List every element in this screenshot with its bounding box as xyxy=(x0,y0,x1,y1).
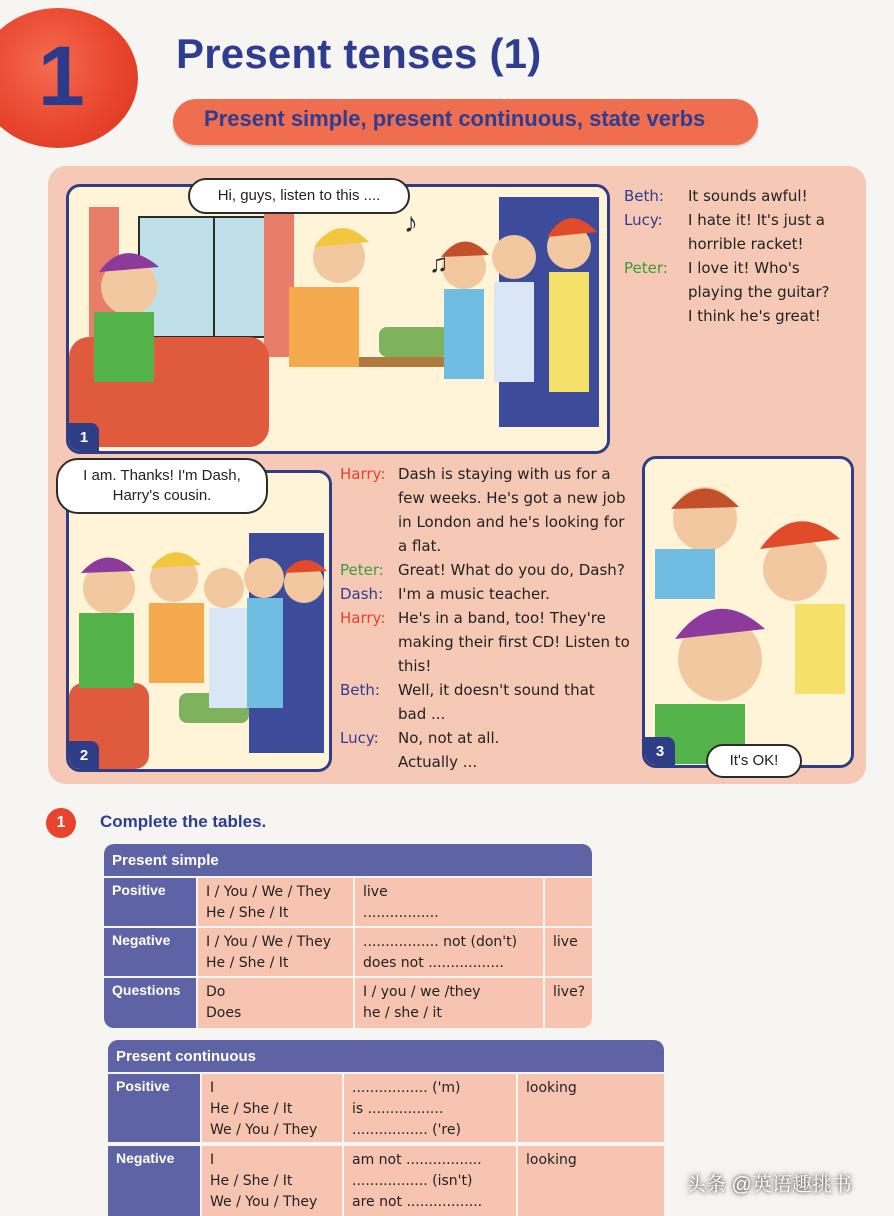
dialogue-line xyxy=(624,304,854,328)
extra-cell: looking xyxy=(518,1074,664,1142)
speaker: Peter: xyxy=(624,259,668,277)
dialogue-line xyxy=(624,280,854,304)
speaker: Harry: xyxy=(340,609,386,627)
line-text: I love it! Who's xyxy=(688,259,800,277)
line-text: Great! What do you do, Dash? xyxy=(398,561,625,579)
extra-cell: live? xyxy=(545,978,592,1028)
verb-cell: live ................. xyxy=(355,878,543,926)
line-text: I think he's great! xyxy=(688,307,821,325)
subject-cell: I / You / We / They He / She / It xyxy=(198,928,353,976)
comic-panel-3 xyxy=(642,456,854,768)
line-text: Well, it doesn't sound that xyxy=(398,681,595,699)
verb-cell: ................. ('m) is ................. ................. ('re) xyxy=(344,1074,516,1142)
comic-panel-1 xyxy=(66,184,610,454)
line-text: bad ... xyxy=(398,705,446,723)
exercise-number: 1 xyxy=(46,808,76,838)
line-text: in London and he's looking for xyxy=(398,513,625,531)
svg-text:♫: ♫ xyxy=(429,248,449,278)
extra-cell: live xyxy=(545,928,592,976)
line-text: playing the guitar? xyxy=(688,283,830,301)
panel-1-illustration xyxy=(69,187,607,451)
line-text: horrible racket! xyxy=(688,235,804,253)
subject-cell: I / You / We / They He / She / It xyxy=(198,878,353,926)
speech-bubble: Hi, guys, listen to this .... xyxy=(188,178,410,214)
row-label: Questions xyxy=(104,978,196,1028)
panel-number: 1 xyxy=(69,423,99,451)
speech-bubble: It's OK! xyxy=(706,744,802,778)
extra-cell xyxy=(545,878,592,926)
row-label: Negative xyxy=(104,928,196,976)
page-title: Present tenses (1) xyxy=(176,30,542,77)
exercise-instruction: Complete the tables. xyxy=(100,812,267,831)
speaker: Beth: xyxy=(624,187,664,205)
speaker: Beth: xyxy=(340,681,380,699)
line-text: He's in a band, too! They're xyxy=(398,609,606,627)
dialogue-line xyxy=(624,256,854,280)
unit-number: 1 xyxy=(38,29,85,123)
table-heading: Present continuous xyxy=(108,1040,664,1072)
panel-number: 2 xyxy=(69,741,99,769)
subject-cell: I He / She / It We / You / They xyxy=(202,1146,342,1216)
line-text: I hate it! It's just a xyxy=(688,211,825,229)
dialogue-line xyxy=(624,184,854,208)
row-label: Positive xyxy=(104,878,196,926)
bubble-line: Harry's cousin. xyxy=(112,487,212,504)
speaker: Dash: xyxy=(340,585,384,603)
line-text: Actually ... xyxy=(398,753,478,771)
line-text: I'm a music teacher. xyxy=(398,585,550,603)
dialogue-line xyxy=(624,232,854,256)
panel-2-illustration xyxy=(69,473,329,769)
line-text: making their first CD! Listen to xyxy=(398,633,630,651)
dialogue-line xyxy=(624,208,854,232)
watermark: 头条 @英语趣挑书 xyxy=(686,1174,852,1196)
speaker: Lucy: xyxy=(624,211,663,229)
verb-cell: ................. not (don't) does not ................. xyxy=(355,928,543,976)
verb-cell: I / you / we /they he / she / it xyxy=(355,978,543,1028)
subject-cell: I He / She / It We / You / They xyxy=(202,1074,342,1142)
line-text: a flat. xyxy=(398,537,442,555)
line-text: It sounds awful! xyxy=(688,187,808,205)
page-subtitle: Present simple, present continuous, state verbs xyxy=(204,106,706,131)
line-text: Dash is staying with us for a xyxy=(398,465,611,483)
speaker: Peter: xyxy=(340,561,384,579)
line-text: few weeks. He's got a new job xyxy=(398,489,626,507)
line-text: No, not at all. xyxy=(398,729,500,747)
comic-panel-2 xyxy=(66,470,332,772)
line-text: this! xyxy=(398,657,432,675)
panel-number: 3 xyxy=(645,737,675,765)
speaker: Harry: xyxy=(340,465,386,483)
panel-3-illustration xyxy=(645,459,851,765)
speech-bubble xyxy=(56,458,268,514)
svg-text:♪: ♪ xyxy=(404,207,418,238)
bubble-line: I am. Thanks! I'm Dash, xyxy=(83,467,241,484)
extra-cell: looking xyxy=(518,1146,664,1216)
speaker: Lucy: xyxy=(340,729,379,747)
subject-cell: Do Does xyxy=(198,978,353,1028)
dialogue-top xyxy=(624,184,854,328)
table-heading: Present simple xyxy=(104,844,592,876)
row-label: Positive xyxy=(108,1074,200,1142)
row-label: Negative xyxy=(108,1146,200,1216)
verb-cell: am not ................. ................. (isn't) are not ................. xyxy=(344,1146,516,1216)
dialogue-middle xyxy=(340,462,630,774)
